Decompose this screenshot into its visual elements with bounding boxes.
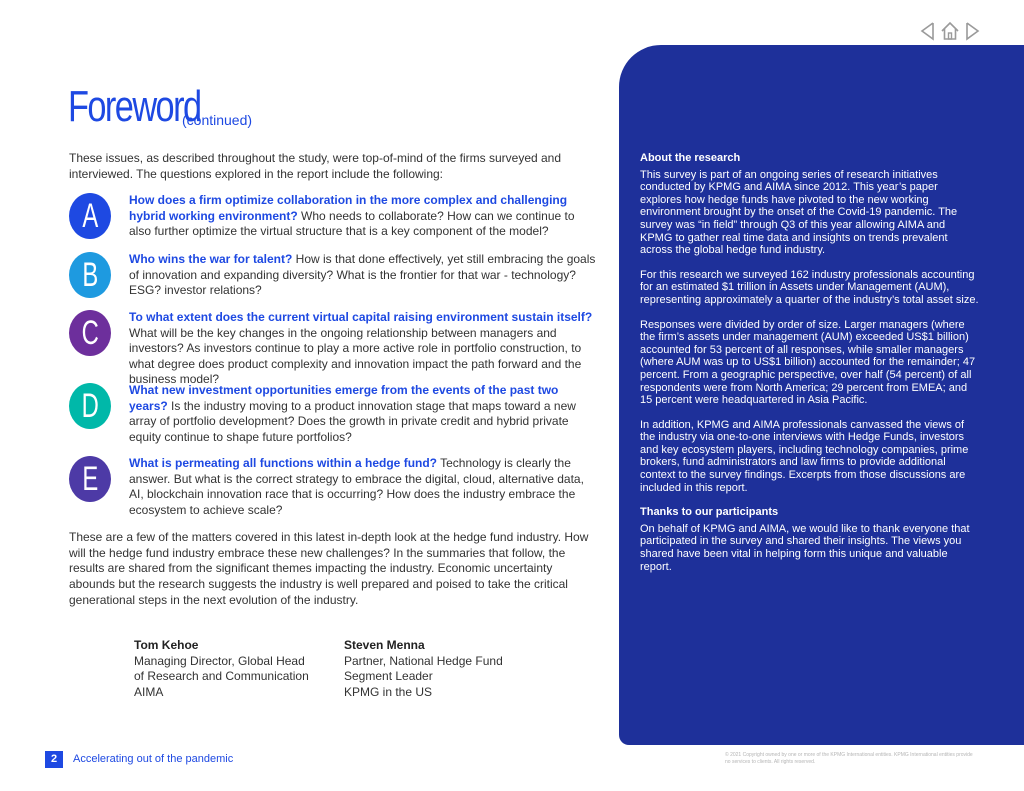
thanks-paragraph: On behalf of KPMG and AIMA, we would like to thank everyone that participated in the survey and shared their insights. The views you shared have been vital in helping form this unique and valuable report.	[640, 522, 970, 573]
title-suffix: (continued)	[182, 112, 253, 128]
question-e	[69, 456, 599, 518]
intro-paragraph: These issues, as described throughout the study, were top-of-mind of the firms surveyed and interviewed. The questions explored in the report include the following:	[69, 151, 562, 181]
question-c-text: To what extent does the current virtual capital raising environment sustain itself? What will be the key changes in the ongoing relationship between managers and investors? As investors continue to play a more active role in portfolio construction, to what degree does product complexity and innovation impact the path forward and the business model?	[129, 310, 593, 386]
about-paragraph: Responses were divided by order of size. Larger managers (where the firm’s assets under management (AUM) exceeded US$1 billion) accounted for 53 percent of all responses, while smaller managers (where AUM was up to US$1 billion) accounted for the remainder; 47 percent. From a geographic perspective, over half (54 percent) of all respondents were from North America; 29 percent from EMEA; and 15 percent were headquartered in Asia Pacific.	[640, 318, 976, 407]
question-a	[69, 193, 599, 240]
question-c	[69, 310, 599, 388]
about-paragraph: This survey is part of an ongoing series of research initiatives conducted by KPMG and AIMA since 2012. This year’s paper explores how hedge funds have pivoted to the new working environment brought by the onset of the Covid-19 pandemic. The survey was “in field” through Q3 of this year allowing AIMA and KPMG to gather real time data and insights on trends prevalent across the global hedge fund industry.	[640, 168, 958, 257]
about-paragraph: In addition, KPMG and AIMA professionals canvassed the views of the industry via one-to-one interviews with Hedge Funds, investors and key ecosystem players, including technology companies, prime brokers, fund administrators and law firms to provide additional context to the survey findings. Excerpts from those discussions are included in this report.	[640, 418, 969, 494]
question-d	[69, 383, 599, 445]
page-title	[68, 82, 253, 132]
question-b-text: Who wins the war for talent? How is that done effectively, yet still embracing the goals of innovation and expanding diversity? What is the frontier for that war - technology? ESG? investor relations?	[129, 252, 596, 297]
outro-paragraph: These are a few of the matters covered in this latest in-depth look at the hedge fund industry. How will the hedge fund industry embrace these new challenges? In the summaries that follow, the results are shared from the significant themes impacting the industry. Economic uncertainty abounds but the research suggests the industry is well prepared and poised to take the critical generational steps in the next evolution of the industry.	[69, 530, 589, 607]
signature-name: Tom Kehoe	[134, 638, 199, 652]
letter-badge-a: A	[69, 193, 111, 239]
signature-name: Steven Menna	[344, 638, 425, 652]
thanks-heading: Thanks to our participants	[640, 506, 779, 519]
page-number: 2	[45, 751, 63, 768]
signature-line: KPMG in the US	[344, 684, 433, 699]
copyright-notice: © 2021 Copyright owned by one or more of the KPMG International entities. KPMG International entities provide no services to clients. All rights reserved.	[725, 752, 973, 765]
question-d-text: What new investment opportunities emerge from the events of the past two years? Is the industry moving to a product innovation stage that maps toward a new array of portfolio development? Does the growth in private credit and hybrid private equity continue to shape future portfolios?	[129, 383, 576, 444]
page-navigation	[918, 20, 980, 42]
chevron-left-icon[interactable]	[918, 20, 938, 42]
signature-line: Managing Director, Global Head	[134, 653, 305, 668]
about-paragraph: For this research we surveyed 162 industry professionals accounting for an estimated $1 trillion in Assets under Management (AUM), representing approximately a quarter of the industry’s total asset size.	[640, 268, 979, 306]
signature-line: of Research and Communication	[134, 669, 309, 683]
panel-content	[640, 152, 980, 585]
letter-badge-c: C	[69, 310, 111, 356]
signature-tom-kehoe	[134, 638, 309, 700]
signature-steven-menna	[344, 638, 503, 700]
chevron-right-icon[interactable]	[962, 20, 982, 42]
about-research-panel	[619, 45, 1024, 745]
signature-line: Partner, National Hedge Fund	[344, 653, 503, 668]
question-b	[69, 252, 599, 299]
letter-badge-b: B	[69, 252, 111, 298]
signature-line: AIMA	[134, 684, 164, 699]
letter-badge-d: D	[69, 383, 111, 429]
signature-line: Segment Leader	[344, 669, 433, 683]
page-footer	[45, 751, 985, 771]
question-a-text: How does a firm optimize collaboration in the more complex and challenging hybrid working environment? Who needs to collaborate? How can we continue to also further optimize the virtual structure that is a key component of the model?	[129, 193, 575, 238]
letter-badge-e: E	[69, 456, 111, 502]
document-title[interactable]: Accelerating out of the pandemic	[73, 753, 234, 765]
title-main: Foreword	[68, 82, 201, 131]
question-e-text: What is permeating all functions within a hedge fund? Technology is clearly the answer. But what is the correct strategy to embrace the digital, cloud, alternative data, AI, blockchain innovation race that is occurring? How does the industry embrace the ecosystem to achieve scale?	[129, 456, 584, 517]
about-heading: About the research	[640, 152, 741, 164]
home-icon[interactable]	[940, 20, 960, 42]
